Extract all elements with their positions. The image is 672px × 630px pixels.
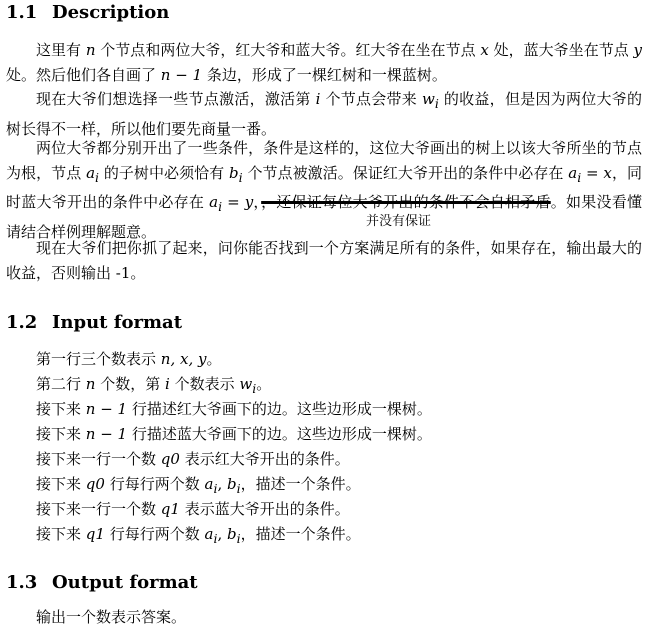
section-title-output — [6, 572, 198, 593]
section-label: Output format — [52, 572, 198, 593]
struck-text: ，还保证每位大爷开出的条件不会自相矛盾 — [261, 193, 551, 211]
description-paragraph-3: 两位大爷都分别开出了一些条件，条件是这样的，这位大爷画出的树上以该大爷所坐的节点为根，节点 $a_i$ 的子树中必须恰有 $b_i$ 个节点被激活。保证红大爷开出的条件中必存在 $a_i = x$，同时蓝大爷开出的条件中必存在 $a_i = y$，，还保证每位大爷开出的条件不会自相矛盾。如果没看懂请结合样例理解题意。 — [6, 139, 642, 241]
section-number: 1.2 — [6, 312, 38, 333]
handwritten-annotation: 并没有保证 — [366, 214, 432, 229]
description-paragraph-1: 这里有 n 个节点和两位大爷，红大爷和蓝大爷。红大爷在坐在节点 x 处，蓝大爷坐在节点 y 处。然后他们各自画了 n − 1 条边，形成了一棵红树和一棵蓝树。 — [6, 41, 642, 84]
section-number: 1.1 — [6, 2, 38, 23]
description-paragraph-4: 现在大爷们把你抓了起来，问你能否找到一个方案满足所有的条件，如果存在，输出最大的收益，否则输出 -1。 — [6, 239, 642, 282]
section-title-input — [6, 312, 182, 333]
input-line-7: 接下来一行一个数 q1 表示蓝大爷开出的条件。 — [36, 500, 350, 518]
input-line-3: 接下来 n − 1 行描述红大爷画下的边。这些边形成一棵树。 — [36, 400, 432, 418]
input-line-8: 接下来 q1 行每行两个数 $a_i$, $b_i$，描述一个条件。 — [36, 525, 361, 546]
description-paragraph-2: 现在大爷们想选择一些节点激活，激活第 i 个节点会带来 $w_i$ 的收益，但是因为两位大爷的树长得不一样，所以他们要先商量一番。 — [6, 90, 642, 138]
input-line-4: 接下来 n − 1 行描述蓝大爷画下的边。这些边形成一棵树。 — [36, 425, 432, 443]
section-number: 1.3 — [6, 572, 38, 593]
input-line-5: 接下来一行一个数 q0 表示红大爷开出的条件。 — [36, 450, 350, 468]
section-title-description — [6, 2, 169, 23]
input-line-1: 第一行三个数表示 n, x, y。 — [36, 350, 222, 368]
output-line-1: 输出一个数表示答案。 — [36, 608, 187, 626]
section-label: Description — [52, 2, 170, 23]
input-line-2: 第二行 n 个数，第 i 个数表示 $w_i$。 — [36, 375, 272, 396]
section-label: Input format — [52, 312, 183, 333]
input-line-6: 接下来 q0 行每行两个数 $a_i$, $b_i$，描述一个条件。 — [36, 475, 361, 496]
